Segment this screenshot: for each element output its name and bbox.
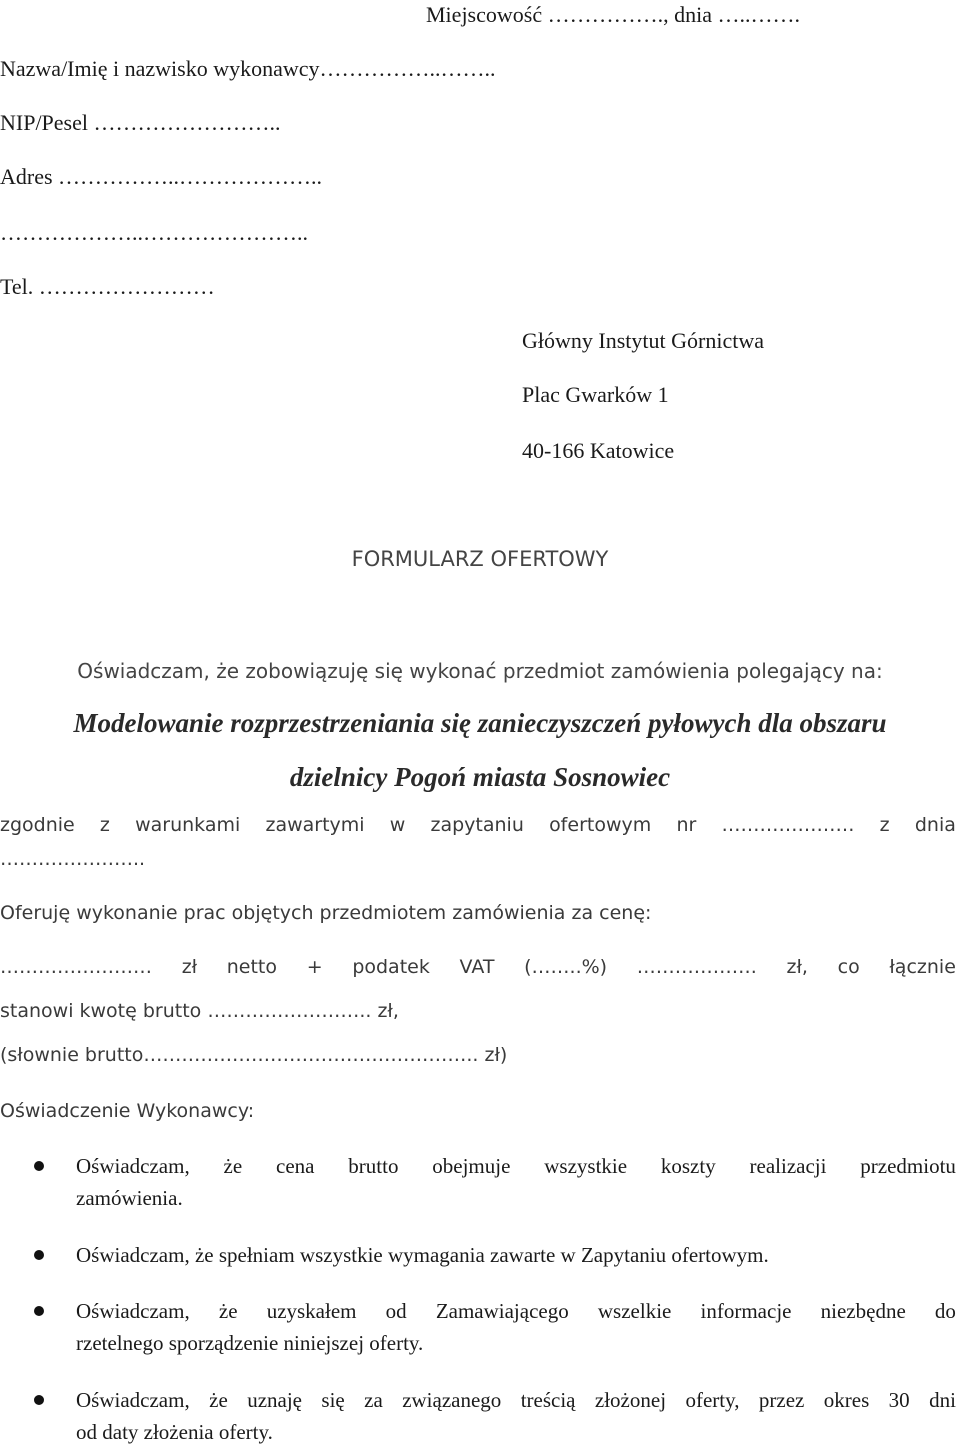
- recipient-name: Główny Instytut Górnictwa: [522, 328, 764, 353]
- statement-continuation: zamówienia.: [76, 1186, 183, 1210]
- contractor-name-line: Nazwa/Imię i nazwisko wykonawcy……………..……..: [0, 56, 496, 81]
- statement-continuation: od daty złożenia oferty.: [76, 1420, 273, 1444]
- contractor-statement-heading: Oświadczenie Wykonawcy:: [0, 1100, 255, 1122]
- word: koszty: [660, 1154, 716, 1178]
- word: warunkami: [135, 814, 241, 836]
- word: Zamawiającego: [435, 1299, 569, 1323]
- word: przedmiotu: [860, 1154, 956, 1178]
- statement-continuation: rzetelnego sporządzenie niniejszej oferty.: [76, 1331, 424, 1355]
- price-line: [0, 954, 956, 980]
- gross-amount-words-line: (słownie brutto…………………………………………….. zł): [0, 1044, 508, 1066]
- word: dnia: [914, 814, 956, 836]
- word: łącznie: [889, 956, 956, 978]
- statement-item: [76, 1295, 956, 1359]
- inquiry-date-field: …………………..: [0, 848, 146, 870]
- word: zgodnie: [0, 814, 75, 836]
- word: przez: [758, 1388, 805, 1412]
- statement-item: [76, 1384, 956, 1448]
- word: zawartymi: [265, 814, 365, 836]
- word: że: [223, 1154, 243, 1178]
- word: od: [385, 1299, 407, 1323]
- recipient-street: Plac Gwarków 1: [522, 382, 669, 407]
- word: z: [99, 814, 110, 836]
- word: do: [934, 1299, 956, 1323]
- word: co: [837, 956, 860, 978]
- vat-amount-field: ……………….: [636, 956, 757, 978]
- word: nr: [676, 814, 697, 836]
- word: że: [218, 1299, 238, 1323]
- address-continuation-line: ………………..…………………..: [0, 220, 308, 245]
- word: VAT: [459, 956, 495, 978]
- form-title: FORMULARZ OFERTOWY: [351, 547, 609, 571]
- vat-rate-field: (……..%): [524, 956, 608, 978]
- nip-line: NIP/Pesel ……………………..: [0, 110, 281, 135]
- word: podatek: [352, 956, 430, 978]
- net-amount-field: ……………………: [0, 956, 152, 978]
- word: złożonej: [594, 1388, 667, 1412]
- word: że: [209, 1388, 228, 1412]
- word: zł: [181, 956, 198, 978]
- price-intro: Oferuję wykonanie prac objętych przedmiotem zamówienia za cenę:: [0, 902, 652, 924]
- word: z: [879, 814, 890, 836]
- address-line: Adres ……………..………………..: [0, 164, 323, 189]
- statement-text: Oświadczam, że spełniam wszystkie wymagania zawarte w Zapytaniu ofertowym.: [76, 1243, 769, 1267]
- phone-line: Tel. ……………………: [0, 274, 215, 299]
- word: związanego: [402, 1388, 502, 1412]
- word: brutto: [348, 1154, 399, 1178]
- word: w: [389, 814, 406, 836]
- word: wszelkie: [597, 1299, 672, 1323]
- word: zł,: [786, 956, 808, 978]
- word: za: [364, 1388, 383, 1412]
- word: 30: [888, 1388, 910, 1412]
- place-date-line: Miejscowość ……………., dnia …..…….: [426, 2, 800, 27]
- declaration-intro: Oświadczam, że zobowiązuję się wykonać przedmiot zamówienia polegający na:: [77, 659, 883, 683]
- gross-amount-line: stanowi kwotę brutto …………………….. zł,: [0, 1000, 399, 1022]
- word: treścią: [520, 1388, 576, 1412]
- inquiry-number-field: …………………: [721, 814, 855, 836]
- word: oferty,: [685, 1388, 740, 1412]
- word: Oświadczam,: [76, 1154, 190, 1178]
- word: niezbędne: [820, 1299, 906, 1323]
- subject-line-2: dzielnicy Pogoń miasta Sosnowiec: [289, 762, 671, 792]
- bullet-icon: [34, 1161, 44, 1171]
- word: zapytaniu: [430, 814, 524, 836]
- recipient-city: 40-166 Katowice: [522, 438, 675, 463]
- statement-item: [76, 1150, 956, 1214]
- word: Oświadczam,: [76, 1299, 190, 1323]
- word: cena: [276, 1154, 315, 1178]
- conditions-line: [0, 812, 956, 838]
- word: realizacji: [749, 1154, 827, 1178]
- word: informacje: [700, 1299, 792, 1323]
- word: uznaję: [247, 1388, 302, 1412]
- word: ofertowym: [549, 814, 652, 836]
- word: obejmuje: [432, 1154, 511, 1178]
- word: netto: [226, 956, 278, 978]
- statement-item: [76, 1239, 956, 1271]
- subject-line-1: Modelowanie rozprzestrzeniania się zanieczyszczeń pyłowych dla obszaru: [73, 708, 887, 738]
- word: okres: [823, 1388, 870, 1412]
- word: +: [306, 956, 323, 978]
- word: się: [321, 1388, 345, 1412]
- bullet-icon: [34, 1306, 44, 1316]
- word: uzyskałem: [266, 1299, 357, 1323]
- word: Oświadczam,: [76, 1388, 190, 1412]
- bullet-icon: [34, 1395, 44, 1405]
- word: wszystkie: [544, 1154, 628, 1178]
- bullet-icon: [34, 1250, 44, 1260]
- word: dni: [929, 1388, 956, 1412]
